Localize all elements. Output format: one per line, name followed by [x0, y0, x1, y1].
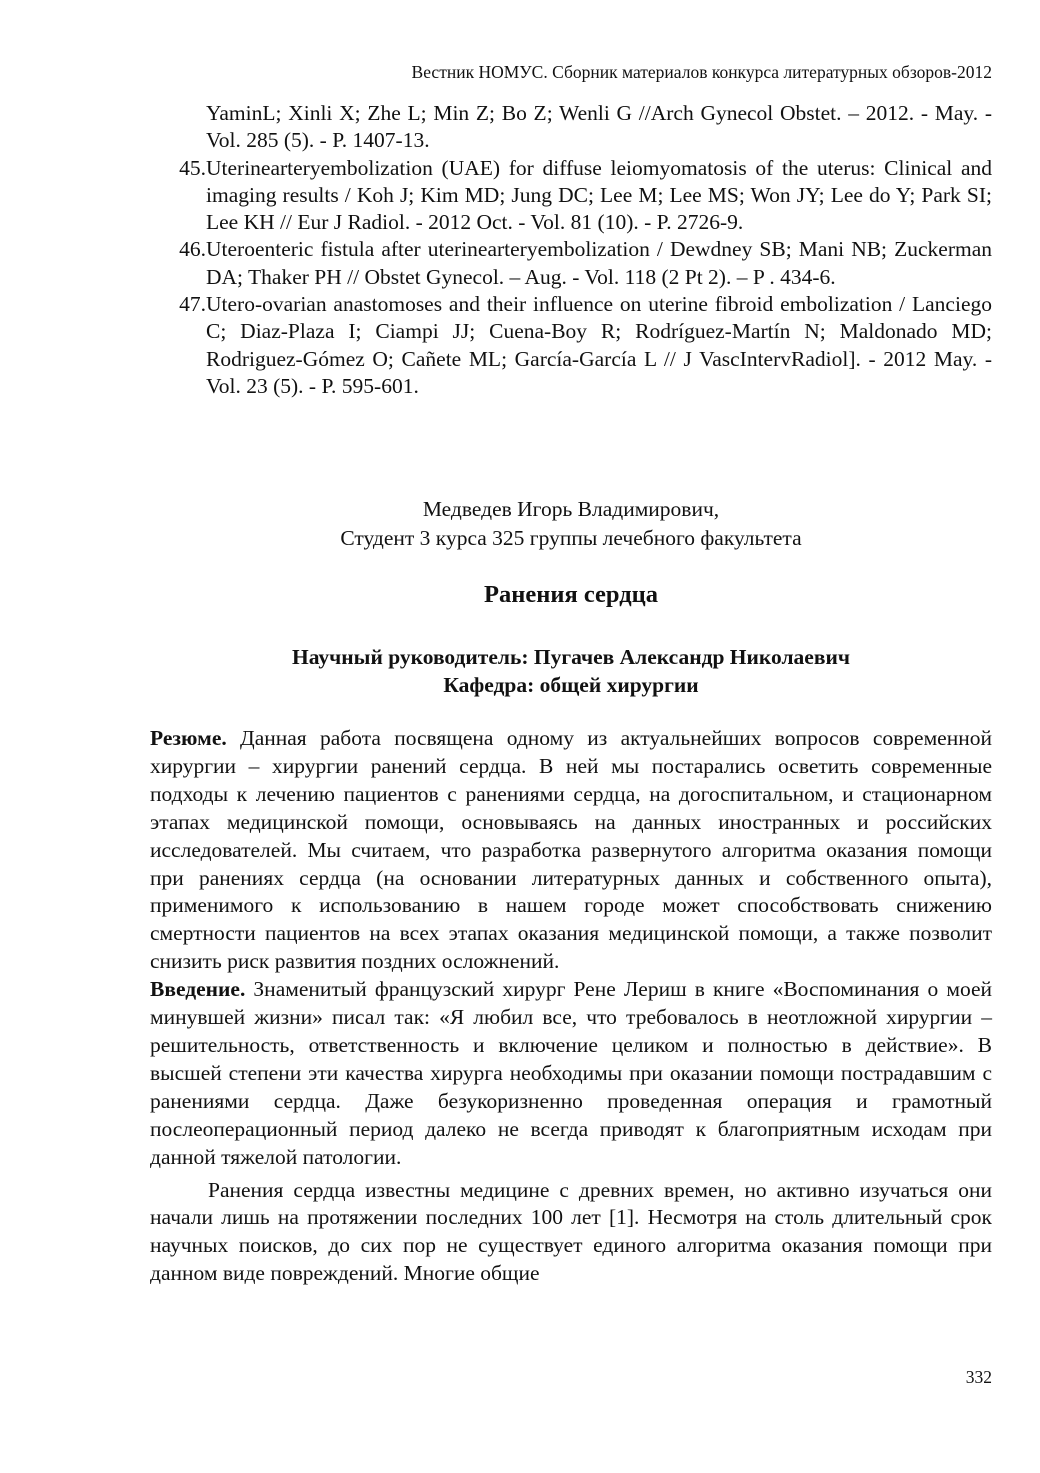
abstract-label: Резюме.	[150, 726, 227, 750]
reference-number: 47.	[179, 292, 206, 317]
intro-label: Введение.	[150, 977, 246, 1002]
reference-number: 45.	[179, 155, 206, 180]
reference-item	[150, 236, 992, 291]
abstract-text: Данная работа посвящена одному из актуальнейших вопросов современной хирургии – хирургии ранений сердца. В ней мы постарались осветить современные подходы к лечению пациентов с ранениями сердца, на догоспитальном, и стационарном этапах медицинской помощи, основываясь на данных иностранных и российских исследователей. Мы считаем, что разработка развернутого алгоритма оказания помощи при ранениях сердца (на основании литературных данных и собственного опыта), применимого к использованию в нашем городе может способствовать снижению смертности пациентов на всех этапах оказания медицинской помощи, а также позволит снизить риск развития поздних осложнений.	[150, 726, 992, 974]
department-line: Кафедра: общей хирургии	[443, 673, 699, 697]
reference-list	[150, 100, 992, 400]
page-number: 332	[965, 1367, 992, 1387]
reference-text: Uteroenteric fistula after uterinearteryembolization / Dewdney SB; Mani NB; Zuckerman DA; Thaker PH // Obstet Gynecol. – Aug. - Vol. 118 (2 Pt 2). – P . 434-6.	[206, 237, 992, 289]
reference-text: Utero-ovarian anastomoses and their influence on uterine fibroid embolization / Lanciego C; Diaz-Plaza I; Ciampi JJ; Cuena-Boy R; Rodríguez-Martín N; Maldonado MD; Rodriguez-Gómez O; Cañete ML; García-García L // J VascIntervRadiol]. - 2012 May. - Vol. 23 (5). - P. 595-601.	[206, 292, 992, 398]
author-name: Медведев Игорь Владимирович,	[422, 497, 720, 521]
reference-text: YaminL; Xinli X; Zhe L; Min Z; Bo Z; Wenli G //Arch Gynecol Obstet. – 2012. - May. - Vol. 285 (5). - P. 1407-13.	[206, 101, 992, 153]
supervisor-block	[150, 643, 992, 699]
reference-item	[150, 155, 992, 237]
intro-text: Знаменитый французский хирург Рене Лериш в книге «Воспоминания о моей минувшей жизни» писал так: «Я любил все, что требовалось в неотложной хирургии – решительность, ответственность и включение целиком и полностью в действие». В высшей степени эти качества хирурга необходимы при оказании помощи пострадавшим с ранениями сердца. Даже безукоризненно проведенная операция и грамотный послеоперационный период далеко не всегда приводят к благоприятным исходам при данной тяжелой патологии.	[150, 977, 992, 1169]
author-affiliation: Студент 3 курса 325 группы лечебного факультета	[340, 526, 802, 550]
running-header: Вестник НОМУС. Сборник материалов конкурса литературных обзоров-2012	[411, 62, 992, 82]
reference-number: 46.	[179, 237, 206, 262]
reference-continuation	[150, 100, 992, 155]
article-body	[150, 725, 992, 1288]
supervisor-line: Научный руководитель: Пугачев Александр Николаевич	[292, 645, 850, 669]
abstract-paragraph	[150, 725, 992, 976]
article-title: Ранения сердца	[484, 581, 658, 608]
reference-item	[150, 291, 992, 400]
author-block	[150, 495, 992, 553]
reference-text: Uterinearteryembolization (UAE) for diffuse leiomyomatosis of the uterus: Clinical and imaging results / Koh J; Kim MD; Jung DC; Lee M; Lee MS; Won JY; Lee do Y; Park SI; Lee KH // Eur J Radiol. - 2012 Oct. - Vol. 81 (10). - P. 2726-9.	[206, 155, 992, 235]
intro-paragraph	[150, 976, 992, 1171]
body-paragraph: Ранения сердца известны медицине с древних времен, но активно изучаться они начали лишь на протяжении последних 100 лет [1]. Несмотря на столь длительный срок научных поисков, до сих пор не существует единого алгоритма оказания помощи при данном виде повреждений. Многие общие	[150, 1177, 992, 1286]
